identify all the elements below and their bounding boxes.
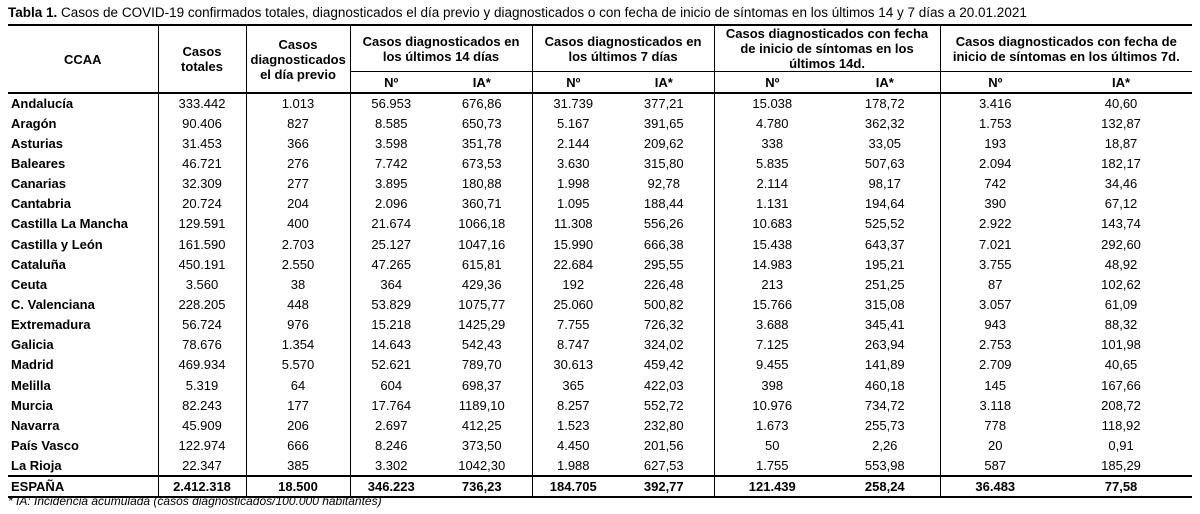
covid-cases-table xyxy=(8,24,1192,498)
cell-diag7-n: 25.060 xyxy=(553,296,594,312)
cell-sint7-n: 742 xyxy=(984,176,1007,192)
cell-diag14-ia: 736,23 xyxy=(432,476,532,497)
table-row xyxy=(8,113,1192,133)
cell-diag14-n: 3.895 xyxy=(374,176,408,192)
cell-sint7-ia: 18,87 xyxy=(1104,135,1138,151)
cell-diag14-ia: 1075,77 xyxy=(432,294,532,314)
cell-sint7-n: 3.755 xyxy=(979,256,1012,272)
cell-diag14-ia: 789,70 xyxy=(432,355,532,375)
cell-sint14-n: 398 xyxy=(761,377,784,393)
table-row xyxy=(8,214,1192,234)
cell-dia-previo: 38 xyxy=(246,274,350,294)
cell-sint14-ia: 263,94 xyxy=(830,335,940,355)
cell-diag14-n: 8.246 xyxy=(374,437,408,453)
cell-sint7-n: 7.021 xyxy=(979,236,1012,252)
cell-diag7-ia: 422,03 xyxy=(614,375,714,395)
cell-diag7-ia: 209,62 xyxy=(614,133,714,153)
cell-diag14-n: 7.742 xyxy=(374,155,408,171)
cell-casos-totales: 32.309 xyxy=(158,174,246,194)
caption-label: Tabla 1. xyxy=(8,5,58,20)
table-row xyxy=(8,315,1192,335)
cell-region-name: Andalucía xyxy=(8,93,158,113)
cell-diag7-n: 11.308 xyxy=(553,216,593,232)
cell-region-name: C. Valenciana xyxy=(8,294,158,314)
table-row xyxy=(8,395,1192,415)
cell-sint7-n: 3.118 xyxy=(979,397,1012,413)
cell-sint14-n: 9.455 xyxy=(755,357,789,373)
cell-casos-totales: 450.191 xyxy=(158,254,246,274)
cell-casos-totales: 5.319 xyxy=(158,375,246,395)
header-ccaa: CCAA xyxy=(8,25,158,93)
cell-diag14-ia: 1066,18 xyxy=(432,214,532,234)
cell-sint7-n: 3.416 xyxy=(979,96,1012,112)
cell-diag14-n: 47.265 xyxy=(371,256,412,272)
subheader-ia: IA* xyxy=(830,72,940,94)
cell-sint7-ia: 101,98 xyxy=(1101,337,1141,353)
cell-dia-previo: 666 xyxy=(246,435,350,455)
cell-sint14-ia: 525,52 xyxy=(830,214,940,234)
cell-diag14-n: 346.223 xyxy=(367,478,415,494)
cell-dia-previo: 5.570 xyxy=(246,355,350,375)
cell-diag14-ia: 698,37 xyxy=(432,375,532,395)
cell-sint7-n: 390 xyxy=(984,196,1007,212)
cell-sint7-ia: 88,32 xyxy=(1104,317,1138,333)
cell-diag14-ia: 542,43 xyxy=(432,335,532,355)
cell-diag14-ia: 351,78 xyxy=(432,133,532,153)
cell-diag7-n: 3.630 xyxy=(556,155,590,171)
cell-dia-previo: 206 xyxy=(246,415,350,435)
subheader-n: Nº xyxy=(765,74,780,90)
cell-sint7-ia: 40,60 xyxy=(1104,96,1138,112)
cell-region-name: Asturias xyxy=(8,133,158,153)
cell-sint14-n: 14.983 xyxy=(752,256,793,272)
cell-sint7-n: 943 xyxy=(984,317,1007,333)
cell-dia-previo: 385 xyxy=(246,456,350,476)
cell-diag7-ia: 459,42 xyxy=(614,355,714,375)
cell-diag7-n: 192 xyxy=(562,276,585,292)
cell-sint14-ia: 255,73 xyxy=(830,415,940,435)
header-sint-14: Casos diagnosticados con fecha de inicio de síntomas en los últimos 14d. xyxy=(714,25,940,72)
cell-diag7-n: 8.257 xyxy=(556,397,590,413)
cell-casos-totales: 45.909 xyxy=(158,415,246,435)
cell-sint7-n: 193 xyxy=(984,135,1007,151)
cell-sint14-n: 338 xyxy=(761,135,784,151)
cell-sint14-ia: 734,72 xyxy=(830,395,940,415)
cell-sint7-ia: 182,17 xyxy=(1101,155,1141,171)
cell-diag7-ia: 201,56 xyxy=(614,435,714,455)
header-sint-7: Casos diagnosticados con fecha de inicio de síntomas en los últimos 7d. xyxy=(940,25,1192,72)
cell-sint7-ia: 118,92 xyxy=(1101,417,1141,433)
cell-region-name: Extremadura xyxy=(8,315,158,335)
cell-dia-previo: 976 xyxy=(246,315,350,335)
cell-sint7-n: 2.709 xyxy=(979,357,1012,373)
cell-diag7-n: 8.747 xyxy=(556,337,590,353)
cell-diag14-n: 14.643 xyxy=(371,337,412,353)
cell-diag7-ia: 556,26 xyxy=(614,214,714,234)
cell-sint14-ia: 362,32 xyxy=(830,113,940,133)
cell-sint14-n: 4.780 xyxy=(755,115,789,131)
cell-sint7-ia: 40,65 xyxy=(1104,357,1138,373)
cell-sint14-ia: 258,24 xyxy=(830,476,940,497)
cell-sint14-n: 10.976 xyxy=(752,397,793,413)
cell-diag14-ia: 429,36 xyxy=(432,274,532,294)
cell-diag14-ia: 673,53 xyxy=(432,153,532,173)
table-row xyxy=(8,174,1192,194)
cell-sint7-n: 778 xyxy=(984,417,1007,433)
table-row xyxy=(8,415,1192,435)
cell-sint7-n: 36.483 xyxy=(975,478,1016,494)
cell-diag7-ia: 552,72 xyxy=(614,395,714,415)
cell-diag14-ia: 676,86 xyxy=(432,93,532,113)
cell-dia-previo: 277 xyxy=(246,174,350,194)
cell-diag14-ia: 615,81 xyxy=(432,254,532,274)
cell-diag7-n: 365 xyxy=(562,377,585,393)
cell-sint14-ia: 251,25 xyxy=(830,274,940,294)
cell-sint7-ia: 102,62 xyxy=(1101,276,1141,292)
cell-region-name: Madrid xyxy=(8,355,158,375)
cell-sint7-n: 145 xyxy=(984,377,1007,393)
cell-sint14-n: 121.439 xyxy=(748,478,796,494)
cell-diag7-n: 1.095 xyxy=(556,196,590,212)
cell-region-name: La Rioja xyxy=(8,456,158,476)
cell-region-name: Castilla La Mancha xyxy=(8,214,158,234)
table-row xyxy=(8,133,1192,153)
cell-sint14-n: 3.688 xyxy=(755,317,789,333)
cell-sint14-ia: 178,72 xyxy=(830,93,940,113)
cell-sint14-ia: 195,21 xyxy=(830,254,940,274)
cell-region-name: Galicia xyxy=(8,335,158,355)
subheader-n: Nº xyxy=(566,74,581,90)
cell-dia-previo: 204 xyxy=(246,194,350,214)
cell-sint14-ia: 98,17 xyxy=(830,174,940,194)
cell-diag14-ia: 1042,30 xyxy=(432,456,532,476)
cell-diag14-n: 364 xyxy=(380,276,403,292)
cell-diag7-ia: 377,21 xyxy=(614,93,714,113)
cell-region-name: Castilla y León xyxy=(8,234,158,254)
cell-sint7-ia: 167,66 xyxy=(1101,377,1141,393)
table-row xyxy=(8,294,1192,314)
cell-dia-previo: 366 xyxy=(246,133,350,153)
cell-sint7-n: 2.922 xyxy=(979,216,1012,232)
cell-casos-totales: 90.406 xyxy=(158,113,246,133)
cell-diag14-n: 25.127 xyxy=(371,236,412,252)
cell-diag14-ia: 1425,29 xyxy=(432,315,532,335)
cell-sint14-ia: 643,37 xyxy=(830,234,940,254)
table-row xyxy=(8,234,1192,254)
cell-dia-previo: 64 xyxy=(246,375,350,395)
cell-casos-totales: 20.724 xyxy=(158,194,246,214)
cell-diag14-n: 21.674 xyxy=(371,216,412,232)
cell-dia-previo: 276 xyxy=(246,153,350,173)
cell-sint7-n: 1.753 xyxy=(979,115,1012,131)
cell-casos-totales: 333.442 xyxy=(158,93,246,113)
cell-diag7-ia: 391,65 xyxy=(614,113,714,133)
cell-diag14-ia: 1189,10 xyxy=(432,395,532,415)
cell-diag7-ia: 666,38 xyxy=(614,234,714,254)
table-body xyxy=(8,93,1192,497)
footnote: * IA: Incidencia acumulada (casos diagnosticados/100.000 habitantes) xyxy=(8,494,382,508)
table-row xyxy=(8,254,1192,274)
cell-sint14-n: 15.438 xyxy=(752,236,793,252)
cell-sint7-ia: 185,29 xyxy=(1101,457,1141,473)
cell-sint7-ia: 132,87 xyxy=(1101,115,1141,131)
cell-diag7-n: 7.755 xyxy=(556,317,590,333)
cell-sint7-ia: 208,72 xyxy=(1101,397,1141,413)
cell-casos-totales: 2.412.318 xyxy=(158,476,246,497)
cell-region-name: País Vasco xyxy=(8,435,158,455)
header-dia-previo: Casos diagnosticados el día previo xyxy=(246,25,350,93)
cell-diag7-ia: 188,44 xyxy=(614,194,714,214)
cell-diag14-ia: 373,50 xyxy=(432,435,532,455)
cell-diag7-n: 31.739 xyxy=(553,96,594,112)
cell-sint7-n: 3.057 xyxy=(979,296,1012,312)
cell-diag7-n: 1.988 xyxy=(556,457,590,473)
cell-diag14-ia: 650,73 xyxy=(432,113,532,133)
table-caption xyxy=(8,4,1027,22)
cell-casos-totales: 122.974 xyxy=(158,435,246,455)
cell-diag14-n: 3.302 xyxy=(374,457,408,473)
cell-diag14-n: 2.096 xyxy=(374,196,408,212)
cell-sint14-ia: 460,18 xyxy=(830,375,940,395)
cell-sint14-ia: 315,08 xyxy=(830,294,940,314)
cell-sint14-ia: 345,41 xyxy=(830,315,940,335)
cell-diag14-n: 56.953 xyxy=(371,96,412,112)
table-header xyxy=(8,25,1192,93)
cell-region-name: Canarias xyxy=(8,174,158,194)
cell-sint14-n: 7.125 xyxy=(755,337,789,353)
cell-diag7-ia: 627,53 xyxy=(614,456,714,476)
cell-casos-totales: 22.347 xyxy=(158,456,246,476)
cell-diag7-ia: 324,02 xyxy=(614,335,714,355)
cell-sint7-ia: 77,58 xyxy=(1104,478,1138,494)
cell-diag14-ia: 1047,16 xyxy=(432,234,532,254)
cell-casos-totales: 56.724 xyxy=(158,315,246,335)
cell-diag7-n: 1.998 xyxy=(556,176,590,192)
cell-sint14-ia: 553,98 xyxy=(830,456,940,476)
cell-region-name: Aragón xyxy=(8,113,158,133)
cell-sint14-ia: 141,89 xyxy=(830,355,940,375)
cell-sint14-n: 15.038 xyxy=(752,96,793,112)
cell-sint7-ia: 292,60 xyxy=(1101,236,1141,252)
cell-dia-previo: 448 xyxy=(246,294,350,314)
cell-diag14-n: 53.829 xyxy=(371,296,412,312)
cell-casos-totales: 31.453 xyxy=(158,133,246,153)
cell-sint7-ia: 61,09 xyxy=(1104,296,1138,312)
subheader-n: Nº xyxy=(988,74,1003,90)
cell-sint7-ia: 143,74 xyxy=(1101,216,1141,232)
cell-casos-totales: 82.243 xyxy=(158,395,246,415)
cell-region-name: Melilla xyxy=(8,375,158,395)
cell-sint7-n: 2.753 xyxy=(979,337,1012,353)
table-row xyxy=(8,435,1192,455)
cell-sint14-n: 15.766 xyxy=(752,296,793,312)
cell-diag7-n: 4.450 xyxy=(556,437,590,453)
table-row xyxy=(8,194,1192,214)
cell-region-name: Cantabria xyxy=(8,194,158,214)
cell-diag14-n: 3.598 xyxy=(374,135,408,151)
cell-diag7-ia: 92,78 xyxy=(614,174,714,194)
caption-text: Casos de COVID-19 confirmados totales, diagnosticados el día previo y diagnosticados o con fecha de inicio de síntomas en los últimos 14 y 7 días a 20.01.2021 xyxy=(57,5,1027,20)
cell-sint7-n: 587 xyxy=(984,457,1007,473)
cell-sint7-n: 87 xyxy=(988,276,1003,292)
cell-casos-totales: 46.721 xyxy=(158,153,246,173)
cell-diag7-ia: 226,48 xyxy=(614,274,714,294)
cell-sint14-n: 2.114 xyxy=(756,176,789,192)
subheader-n: Nº xyxy=(384,74,399,90)
cell-casos-totales: 228.205 xyxy=(158,294,246,314)
cell-region-name: Murcia xyxy=(8,395,158,415)
table-row xyxy=(8,355,1192,375)
cell-diag7-n: 1.523 xyxy=(556,417,590,433)
cell-region-name: Baleares xyxy=(8,153,158,173)
subheader-ia: IA* xyxy=(432,72,532,94)
cell-dia-previo: 2.703 xyxy=(246,234,350,254)
subheader-ia: IA* xyxy=(614,72,714,94)
cell-diag14-n: 604 xyxy=(380,377,403,393)
table-row xyxy=(8,456,1192,476)
cell-dia-previo: 400 xyxy=(246,214,350,234)
cell-sint14-n: 1.673 xyxy=(755,417,789,433)
cell-region-name: ESPAÑA xyxy=(8,476,158,497)
cell-dia-previo: 1.013 xyxy=(246,93,350,113)
cell-dia-previo: 1.354 xyxy=(246,335,350,355)
cell-diag14-n: 52.621 xyxy=(371,357,412,373)
cell-sint14-ia: 2,26 xyxy=(830,435,940,455)
cell-diag7-n: 30.613 xyxy=(553,357,594,373)
table-row xyxy=(8,335,1192,355)
cell-region-name: Ceuta xyxy=(8,274,158,294)
cell-diag7-ia: 392,77 xyxy=(614,476,714,497)
cell-diag7-n: 15.990 xyxy=(553,236,594,252)
cell-dia-previo: 2.550 xyxy=(246,254,350,274)
cell-diag14-n: 17.764 xyxy=(371,397,412,413)
cell-diag7-n: 5.167 xyxy=(556,115,590,131)
header-diag-14: Casos diagnosticados en los últimos 14 días xyxy=(350,25,532,72)
cell-sint7-ia: 0,91 xyxy=(1108,437,1134,453)
cell-sint14-n: 1.755 xyxy=(755,457,789,473)
cell-sint14-n: 5.835 xyxy=(755,155,789,171)
cell-diag14-ia: 360,71 xyxy=(432,194,532,214)
cell-sint14-n: 213 xyxy=(761,276,784,292)
cell-dia-previo: 18.500 xyxy=(246,476,350,497)
table-row xyxy=(8,375,1192,395)
cell-sint7-n: 20 xyxy=(988,437,1003,453)
cell-casos-totales: 3.560 xyxy=(158,274,246,294)
cell-diag7-ia: 295,55 xyxy=(614,254,714,274)
subheader-ia: IA* xyxy=(1112,74,1131,90)
cell-diag7-ia: 315,80 xyxy=(614,153,714,173)
cell-sint14-ia: 507,63 xyxy=(830,153,940,173)
cell-dia-previo: 827 xyxy=(246,113,350,133)
cell-sint14-ia: 33,05 xyxy=(830,133,940,153)
cell-casos-totales: 161.590 xyxy=(158,234,246,254)
cell-diag7-n: 184.705 xyxy=(549,478,597,494)
cell-casos-totales: 78.676 xyxy=(158,335,246,355)
cell-dia-previo: 177 xyxy=(246,395,350,415)
cell-diag7-n: 2.144 xyxy=(556,135,590,151)
cell-diag14-n: 8.585 xyxy=(374,115,408,131)
cell-diag7-n: 22.684 xyxy=(553,256,594,272)
cell-sint14-n: 10.683 xyxy=(752,216,793,232)
cell-casos-totales: 469.934 xyxy=(158,355,246,375)
cell-diag7-ia: 232,80 xyxy=(614,415,714,435)
cell-diag14-n: 15.218 xyxy=(371,317,412,333)
cell-region-name: Cataluña xyxy=(8,254,158,274)
cell-diag7-ia: 726,32 xyxy=(614,315,714,335)
cell-sint14-ia: 194,64 xyxy=(830,194,940,214)
cell-diag7-ia: 500,82 xyxy=(614,294,714,314)
cell-casos-totales: 129.591 xyxy=(158,214,246,234)
cell-diag14-ia: 180,88 xyxy=(432,174,532,194)
table-row xyxy=(8,274,1192,294)
cell-region-name: Navarra xyxy=(8,415,158,435)
cell-sint14-n: 50 xyxy=(765,437,780,453)
table-row xyxy=(8,153,1192,173)
header-diag-7: Casos diagnosticados en los últimos 7 días xyxy=(532,25,714,72)
cell-sint7-ia: 48,92 xyxy=(1104,256,1138,272)
cell-diag14-ia: 412,25 xyxy=(432,415,532,435)
header-casos-totales: Casos totales xyxy=(158,25,246,93)
cell-sint7-ia: 67,12 xyxy=(1104,196,1138,212)
cell-diag14-n: 2.697 xyxy=(374,417,408,433)
cell-sint7-ia: 34,46 xyxy=(1104,176,1138,192)
table-row xyxy=(8,93,1192,113)
cell-sint14-n: 1.131 xyxy=(755,196,789,212)
cell-sint7-n: 2.094 xyxy=(979,155,1012,171)
